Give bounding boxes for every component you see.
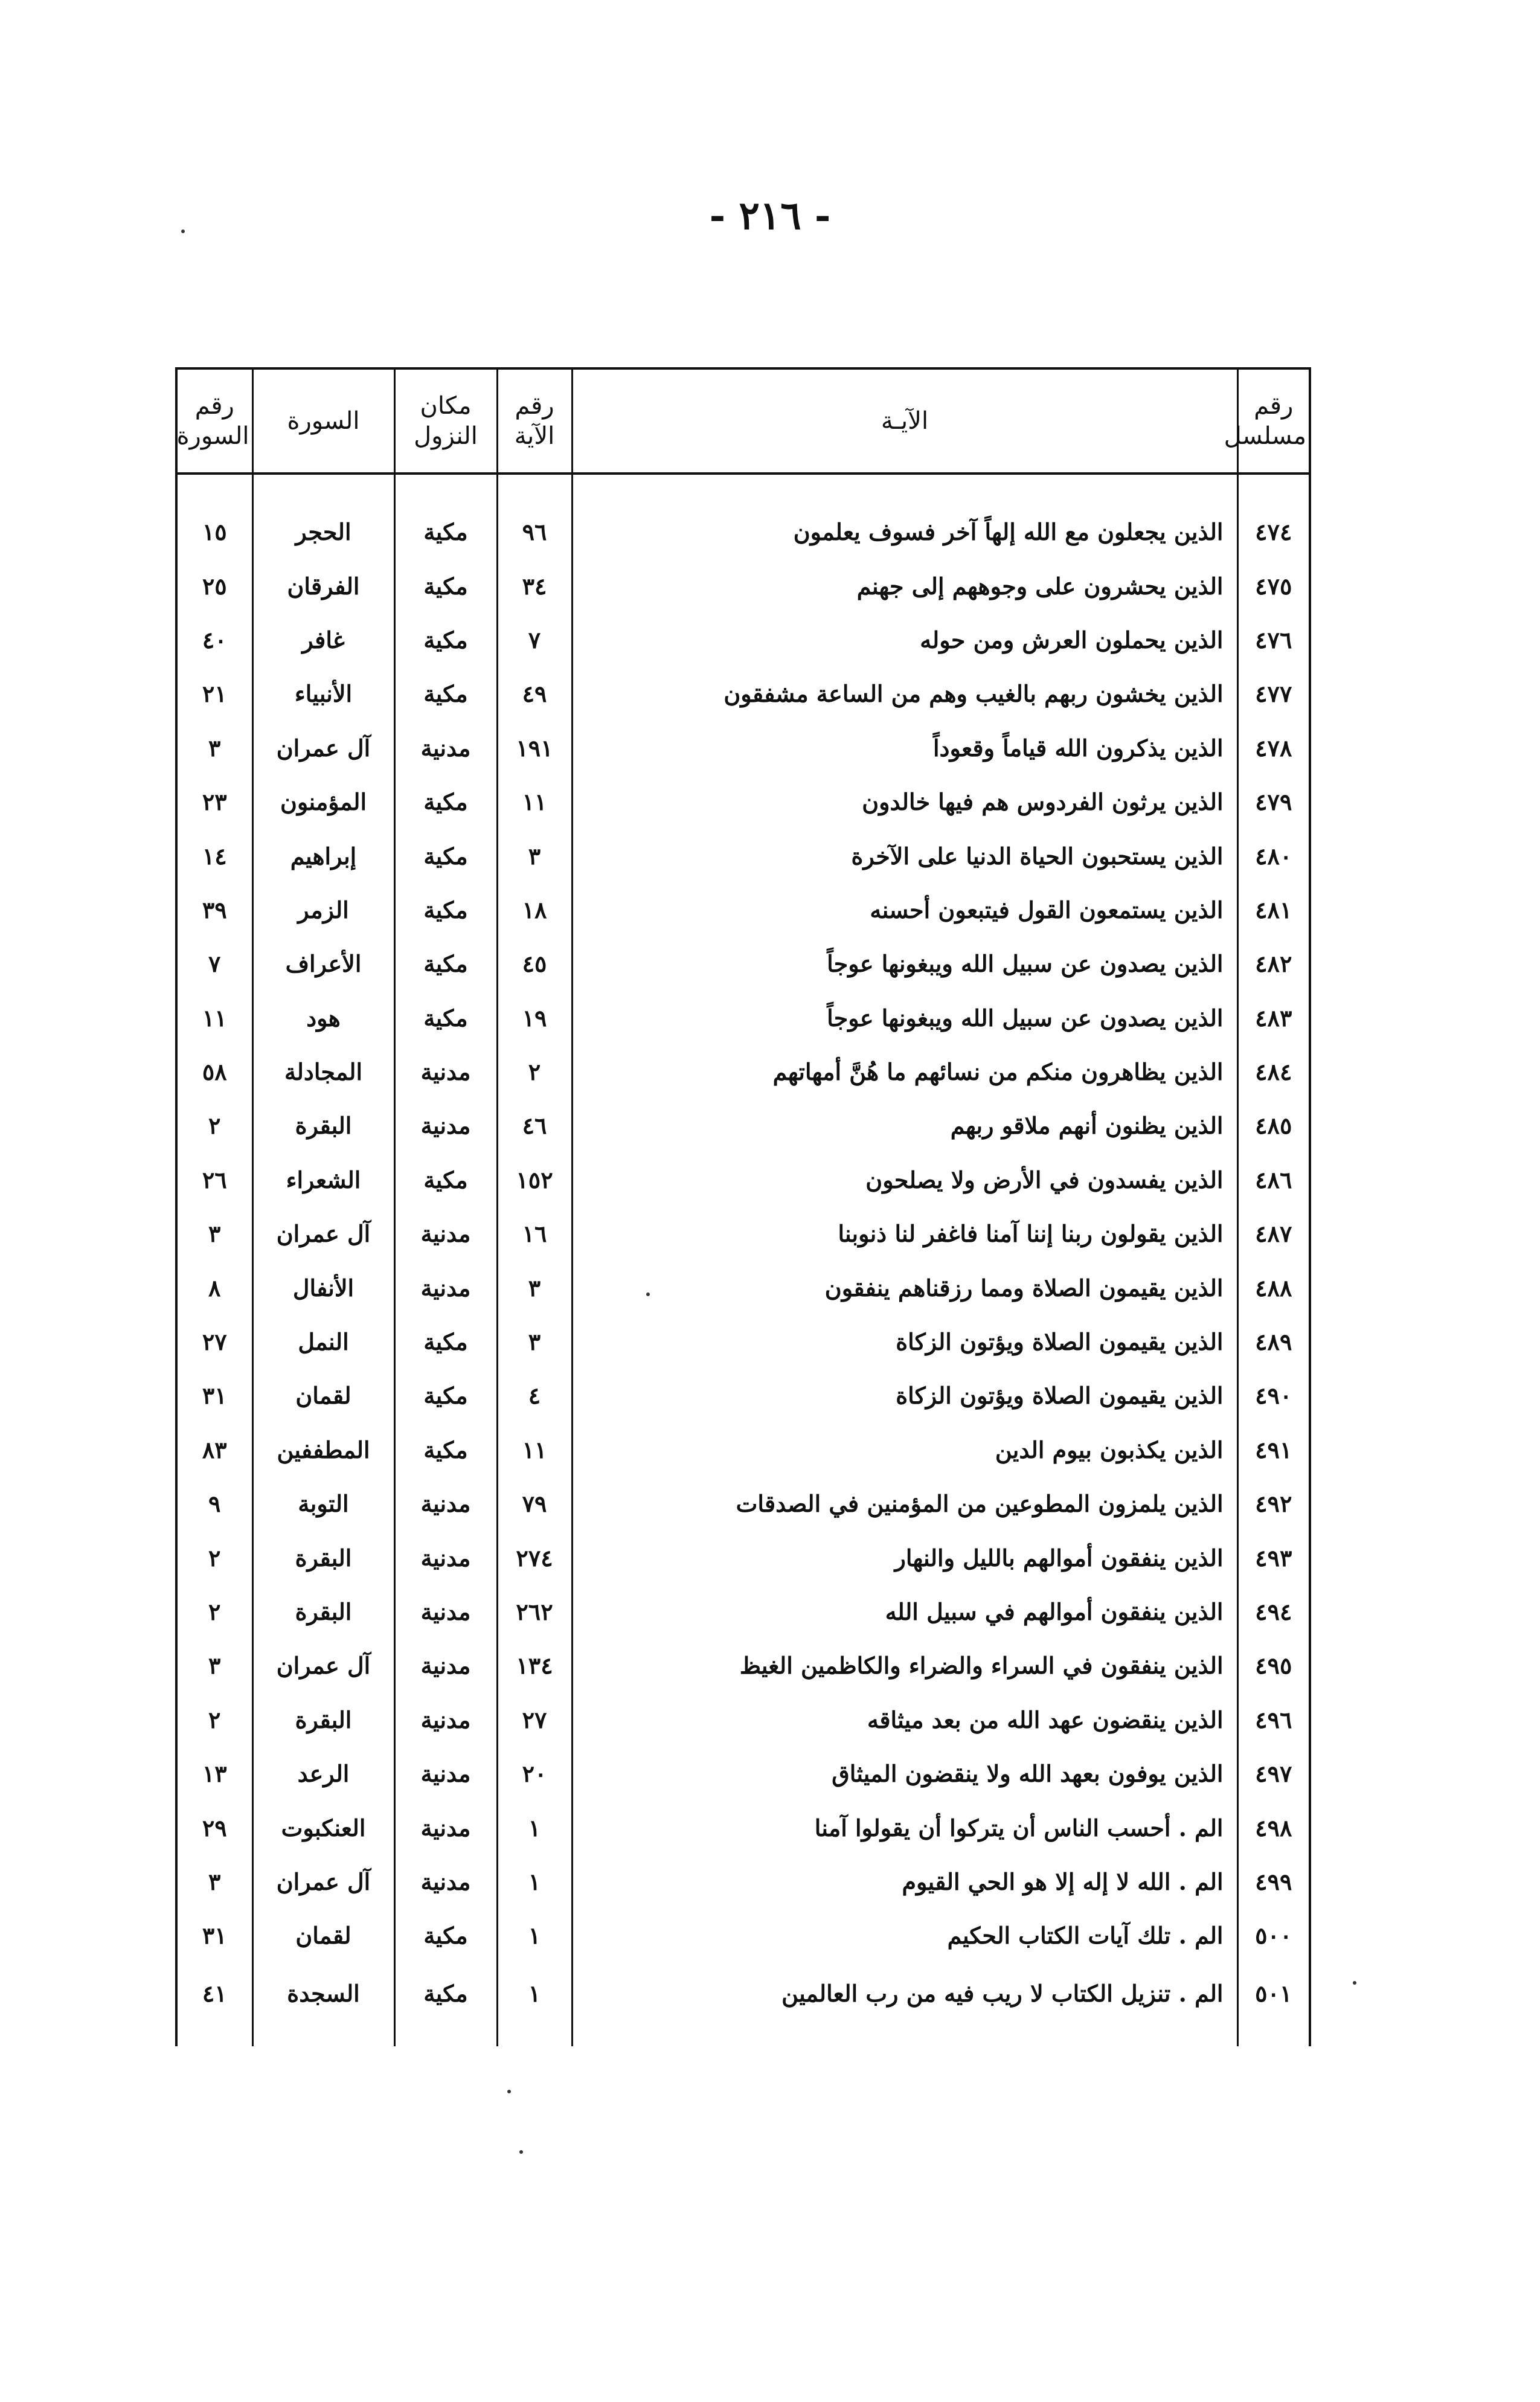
cell-surah-number: ٣٩ — [176, 883, 252, 937]
cell-revelation-place: مكية — [394, 991, 497, 1045]
cell-verse-number: ٤٥ — [497, 937, 572, 991]
cell-verse: الذين يصدون عن سبيل الله ويبغونها عوجاً — [572, 937, 1237, 991]
cell-surah-number: ١٣ — [176, 1747, 252, 1800]
cell-revelation-place: مدنية — [394, 1045, 497, 1099]
cell-verse: الذين يفسدون في الأرض ولا يصلحون — [572, 1153, 1237, 1207]
table-row — [176, 1477, 1310, 1530]
table-row — [176, 613, 1310, 667]
cell-serial: ٤٩٤ — [1237, 1585, 1310, 1639]
scan-speck — [507, 2090, 511, 2093]
cell-serial: ٤٩٨ — [1237, 1800, 1310, 1854]
cell-revelation-place: مدنية — [394, 1099, 497, 1152]
cell-verse: الذين يخشون ربهم بالغيب وهم من الساعة مشفقون — [572, 667, 1237, 721]
cell-serial: ٤٩٥ — [1237, 1639, 1310, 1692]
table-row — [176, 1693, 1310, 1747]
cell-surah: البقرة — [252, 1693, 394, 1747]
cell-verse: الم . أحسب الناس أن يتركوا أن يقولوا آمنا — [572, 1800, 1237, 1854]
cell-surah: آل عمران — [252, 721, 394, 775]
cell-revelation-place: مكية — [394, 775, 497, 829]
cell-verse-number: ١٩١ — [497, 721, 572, 775]
cell-surah: آل عمران — [252, 1639, 394, 1692]
cell-verse-number: ٢٠ — [497, 1747, 572, 1800]
cell-serial: ٥٠١ — [1237, 1963, 1310, 2046]
cell-revelation-place: مكية — [394, 937, 497, 991]
table-row — [176, 1153, 1310, 1207]
cell-surah-number: ٢٣ — [176, 775, 252, 829]
cell-serial: ٤٨١ — [1237, 883, 1310, 937]
cell-surah-number: ٣ — [176, 1855, 252, 1909]
cell-surah-number: ٢٦ — [176, 1153, 252, 1207]
cell-verse: الم . تلك آيات الكتاب الحكيم — [572, 1909, 1237, 1962]
cell-revelation-place: مدنية — [394, 1530, 497, 1584]
cell-serial: ٤٧٧ — [1237, 667, 1310, 721]
cell-revelation-place: مكية — [394, 1423, 497, 1477]
table-spacer-row — [176, 474, 1310, 505]
cell-verse-number: ٤٩ — [497, 667, 572, 721]
table-row — [176, 1963, 1310, 2046]
table-row — [176, 505, 1310, 559]
table-row — [176, 1909, 1310, 1962]
scan-speck — [1353, 1981, 1356, 1985]
cell-serial: ٤٨٣ — [1237, 991, 1310, 1045]
cell-verse: الذين يظنون أنهم ملاقو ربهم — [572, 1099, 1237, 1152]
cell-verse-number: ١٥٢ — [497, 1153, 572, 1207]
cell-surah-number: ٢٥ — [176, 559, 252, 612]
cell-revelation-place: مدنية — [394, 1260, 497, 1314]
cell-serial: ٤٩٧ — [1237, 1747, 1310, 1800]
cell-verse: الذين يحملون العرش ومن حوله — [572, 613, 1237, 667]
table-row — [176, 1639, 1310, 1692]
cell-surah: لقمان — [252, 1369, 394, 1422]
cell-verse: الذين ينفقون أموالهم في سبيل الله — [572, 1585, 1237, 1639]
cell-surah: إبراهيم — [252, 829, 394, 882]
cell-verse-number: ١١ — [497, 775, 572, 829]
cell-surah-number: ٣١ — [176, 1909, 252, 1962]
cell-revelation-place: مكية — [394, 883, 497, 937]
cell-revelation-place: مكية — [394, 1369, 497, 1422]
cell-serial: ٤٩٩ — [1237, 1855, 1310, 1909]
cell-surah: الفرقان — [252, 559, 394, 612]
cell-verse: الذين يذكرون الله قياماً وقعوداً — [572, 721, 1237, 775]
table-row — [176, 1207, 1310, 1260]
cell-serial: ٤٩٣ — [1237, 1530, 1310, 1584]
scan-speck — [519, 2150, 523, 2154]
cell-verse-number: ٢٦٢ — [497, 1585, 572, 1639]
cell-revelation-place: مدنية — [394, 1693, 497, 1747]
cell-surah-number: ٨ — [176, 1260, 252, 1314]
cell-surah: لقمان — [252, 1909, 394, 1962]
cell-verse: الذين يلمزون المطوعين من المؤمنين في الصدقات — [572, 1477, 1237, 1530]
table-row — [176, 1747, 1310, 1800]
cell-surah-number: ٣ — [176, 1207, 252, 1260]
cell-revelation-place: مدنية — [394, 1747, 497, 1800]
cell-surah: الأنبياء — [252, 667, 394, 721]
cell-revelation-place: مكية — [394, 1153, 497, 1207]
cell-verse: الذين يقيمون الصلاة ومما رزقناهم ينفقون — [572, 1260, 1237, 1314]
cell-surah: المجادلة — [252, 1045, 394, 1099]
cell-serial: ٤٩٢ — [1237, 1477, 1310, 1530]
cell-revelation-place: مدنية — [394, 1477, 497, 1530]
cell-verse-number: ٩٦ — [497, 505, 572, 559]
cell-revelation-place: مدنية — [394, 1639, 497, 1692]
cell-verse-number: ١ — [497, 1800, 572, 1854]
header-surah: السورة — [252, 368, 394, 474]
table-row — [176, 829, 1310, 882]
cell-verse-number: ١ — [497, 1909, 572, 1962]
table-row — [176, 1855, 1310, 1909]
cell-verse: الذين يقولون ربنا إننا آمنا فاغفر لنا ذنوبنا — [572, 1207, 1237, 1260]
cell-verse-number: ١ — [497, 1963, 572, 2046]
cell-verse-number: ٣ — [497, 1260, 572, 1314]
table-row — [176, 721, 1310, 775]
cell-verse-number: ١٩ — [497, 991, 572, 1045]
cell-revelation-place: مكية — [394, 1909, 497, 1962]
cell-serial: ٤٧٦ — [1237, 613, 1310, 667]
cell-verse-number: ٢ — [497, 1045, 572, 1099]
cell-serial: ٤٨٧ — [1237, 1207, 1310, 1260]
cell-surah: المطففين — [252, 1423, 394, 1477]
cell-verse: الذين يوفون بعهد الله ولا ينقضون الميثاق — [572, 1747, 1237, 1800]
cell-serial: ٤٩١ — [1237, 1423, 1310, 1477]
cell-surah-number: ٤١ — [176, 1963, 252, 2046]
cell-surah: العنكبوت — [252, 1800, 394, 1854]
cell-verse-number: ٣ — [497, 1315, 572, 1369]
cell-serial: ٤٧٨ — [1237, 721, 1310, 775]
table-row — [176, 1423, 1310, 1477]
table-row — [176, 1099, 1310, 1152]
cell-surah-number: ١٥ — [176, 505, 252, 559]
cell-verse: الذين يظاهرون منكم من نسائهم ما هُنَّ أمهاتهم — [572, 1045, 1237, 1099]
table-row — [176, 1585, 1310, 1639]
verse-index-table — [175, 367, 1311, 2046]
verse-index-table-wrapper — [175, 367, 1309, 2022]
cell-surah: هود — [252, 991, 394, 1045]
cell-surah-number: ٨٣ — [176, 1423, 252, 1477]
cell-verse: الذين يقيمون الصلاة ويؤتون الزكاة — [572, 1315, 1237, 1369]
cell-verse-number: ٤٦ — [497, 1099, 572, 1152]
table-body — [176, 474, 1310, 2046]
cell-surah: الزمر — [252, 883, 394, 937]
cell-surah: الرعد — [252, 1747, 394, 1800]
cell-verse: الذين يستمعون القول فيتبعون أحسنه — [572, 883, 1237, 937]
cell-revelation-place: مدنية — [394, 1800, 497, 1854]
header-verse-number: رقم الآية — [497, 368, 572, 474]
cell-revelation-place: مكية — [394, 559, 497, 612]
cell-verse-number: ٢٧٤ — [497, 1530, 572, 1584]
cell-serial: ٤٧٩ — [1237, 775, 1310, 829]
cell-revelation-place: مدنية — [394, 1207, 497, 1260]
cell-surah-number: ٢ — [176, 1585, 252, 1639]
cell-verse: الذين يقيمون الصلاة ويؤتون الزكاة — [572, 1369, 1237, 1422]
cell-serial: ٤٩٦ — [1237, 1693, 1310, 1747]
page-number: - ٢١٦ - — [709, 193, 831, 239]
table-row — [176, 1315, 1310, 1369]
cell-surah-number: ٧ — [176, 937, 252, 991]
cell-surah: المؤمنون — [252, 775, 394, 829]
cell-revelation-place: مكية — [394, 505, 497, 559]
table-row — [176, 1530, 1310, 1584]
cell-revelation-place: مكية — [394, 1963, 497, 2046]
table-row — [176, 1260, 1310, 1314]
cell-verse-number: ١ — [497, 1855, 572, 1909]
cell-verse: الذين يستحبون الحياة الدنيا على الآخرة — [572, 829, 1237, 882]
table-row — [176, 1800, 1310, 1854]
cell-surah: النمل — [252, 1315, 394, 1369]
cell-surah: البقرة — [252, 1099, 394, 1152]
cell-surah-number: ٣ — [176, 1639, 252, 1692]
cell-surah: الأعراف — [252, 937, 394, 991]
cell-verse: الذين يصدون عن سبيل الله ويبغونها عوجاً — [572, 991, 1237, 1045]
cell-surah-number: ٣١ — [176, 1369, 252, 1422]
cell-surah-number: ٥٨ — [176, 1045, 252, 1099]
table-row — [176, 883, 1310, 937]
cell-verse-number: ٣ — [497, 829, 572, 882]
table-row — [176, 937, 1310, 991]
cell-revelation-place: مدنية — [394, 1585, 497, 1639]
header-surah-number: رقم السورة — [176, 368, 252, 474]
cell-serial: ٤٨٦ — [1237, 1153, 1310, 1207]
cell-serial: ٤٨٨ — [1237, 1260, 1310, 1314]
cell-revelation-place: مكية — [394, 1315, 497, 1369]
cell-surah-number: ٤٠ — [176, 613, 252, 667]
cell-surah-number: ٩ — [176, 1477, 252, 1530]
cell-serial: ٤٨٠ — [1237, 829, 1310, 882]
cell-serial: ٤٨٢ — [1237, 937, 1310, 991]
table-row — [176, 1045, 1310, 1099]
header-serial: رقم مسلسل — [1237, 368, 1310, 474]
cell-revelation-place: مدنية — [394, 1855, 497, 1909]
cell-verse: الذين ينقضون عهد الله من بعد ميثاقه — [572, 1693, 1237, 1747]
cell-serial: ٤٩٠ — [1237, 1369, 1310, 1422]
cell-surah: البقرة — [252, 1530, 394, 1584]
table-header-row — [176, 368, 1310, 474]
cell-surah: البقرة — [252, 1585, 394, 1639]
cell-verse: الذين يرثون الفردوس هم فيها خالدون — [572, 775, 1237, 829]
cell-verse: الم . تنزيل الكتاب لا ريب فيه من رب العالمين — [572, 1963, 1237, 2046]
cell-revelation-place: مكية — [394, 613, 497, 667]
cell-surah-number: ٢٩ — [176, 1800, 252, 1854]
cell-surah: التوبة — [252, 1477, 394, 1530]
cell-verse-number: ٣٤ — [497, 559, 572, 612]
table-row — [176, 775, 1310, 829]
cell-serial: ٤٨٥ — [1237, 1099, 1310, 1152]
cell-surah-number: ١٤ — [176, 829, 252, 882]
cell-verse-number: ٧ — [497, 613, 572, 667]
header-revelation-place: مكان النزول — [394, 368, 497, 474]
cell-verse: الذين ينفقون في السراء والضراء والكاظمين الغيظ — [572, 1639, 1237, 1692]
cell-surah: آل عمران — [252, 1855, 394, 1909]
cell-verse-number: ١٣٤ — [497, 1639, 572, 1692]
table-row — [176, 991, 1310, 1045]
cell-verse-number: ٤ — [497, 1369, 572, 1422]
header-verse: الآيـة — [572, 368, 1237, 474]
cell-serial: ٥٠٠ — [1237, 1909, 1310, 1962]
cell-surah-number: ٢٧ — [176, 1315, 252, 1369]
cell-surah-number: ٢ — [176, 1099, 252, 1152]
cell-verse: الذين يكذبون بيوم الدين — [572, 1423, 1237, 1477]
cell-surah: آل عمران — [252, 1207, 394, 1260]
table-row — [176, 667, 1310, 721]
cell-surah: السجدة — [252, 1963, 394, 2046]
cell-verse-number: ١١ — [497, 1423, 572, 1477]
cell-verse: الم . الله لا إله إلا هو الحي القيوم — [572, 1855, 1237, 1909]
cell-surah-number: ٢ — [176, 1530, 252, 1584]
cell-surah-number: ٢ — [176, 1693, 252, 1747]
cell-surah: الحجر — [252, 505, 394, 559]
cell-verse: الذين ينفقون أموالهم بالليل والنهار — [572, 1530, 1237, 1584]
cell-surah-number: ١١ — [176, 991, 252, 1045]
cell-surah: الأنفال — [252, 1260, 394, 1314]
scan-speck — [181, 230, 185, 233]
cell-revelation-place: مكية — [394, 667, 497, 721]
cell-revelation-place: مكية — [394, 829, 497, 882]
cell-surah: الشعراء — [252, 1153, 394, 1207]
cell-verse: الذين يجعلون مع الله إلهاً آخر فسوف يعلمون — [572, 505, 1237, 559]
cell-verse-number: ٢٧ — [497, 1693, 572, 1747]
cell-serial: ٤٨٤ — [1237, 1045, 1310, 1099]
cell-revelation-place: مدنية — [394, 721, 497, 775]
cell-serial: ٤٨٩ — [1237, 1315, 1310, 1369]
table-row — [176, 1369, 1310, 1422]
cell-surah-number: ٣ — [176, 721, 252, 775]
scan-speck — [646, 1293, 650, 1296]
cell-verse: الذين يحشرون على وجوههم إلى جهنم — [572, 559, 1237, 612]
table-row — [176, 559, 1310, 612]
cell-verse-number: ٧٩ — [497, 1477, 572, 1530]
cell-verse-number: ١٨ — [497, 883, 572, 937]
cell-surah: غافر — [252, 613, 394, 667]
cell-serial: ٤٧٥ — [1237, 559, 1310, 612]
cell-verse-number: ١٦ — [497, 1207, 572, 1260]
cell-surah-number: ٢١ — [176, 667, 252, 721]
cell-serial: ٤٧٤ — [1237, 505, 1310, 559]
